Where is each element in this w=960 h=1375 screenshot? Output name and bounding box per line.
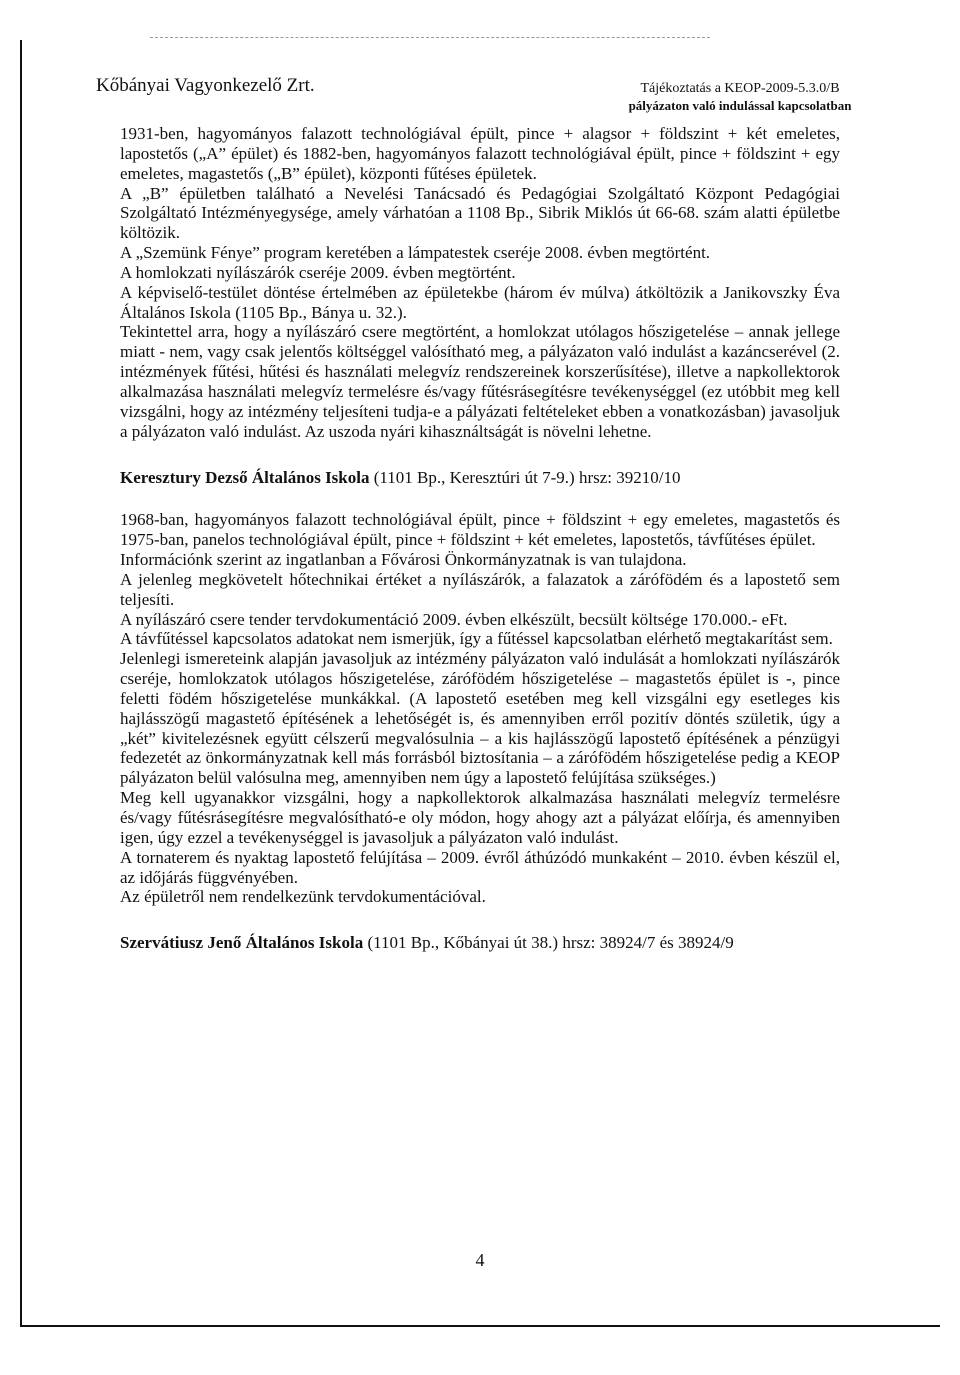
school-name: Keresztury Dezső Általános Iskola bbox=[120, 467, 370, 487]
paragraph: Információnk szerint az ingatlanban a Fővárosi Önkormányzatnak is van tulajdona. bbox=[120, 550, 687, 570]
paragraph: A nyílászáró csere tender tervdokumentáció 2009. évben elkészült, becsült költsége 170.000.- eFt. bbox=[120, 609, 788, 629]
paragraph: A „B” épületben található a Nevelési Tanácsadó és Pedagógiai Szolgáltató Központ Pedagógiai Szolgáltató Intézményegysége, amely várhatóan a 1108 Bp., Sibrik Miklós út 66-68. szám alatti épületbe költözik. bbox=[120, 183, 840, 243]
paragraph: Meg kell ugyanakkor vizsgálni, hogy a napkollektorok alkalmazása használati melegvíz termelésre és/vagy fűtésrásegítésre megvalósítható-e oly módon, hogy ahogy azt a pályázat előírja, és amennyiben igen, úgy ezzel a tevékenységgel is javasoljuk a pályázaton való indulást. bbox=[120, 788, 840, 847]
paragraph: A homlokzati nyílászárók cseréje 2009. évben megtörtént. bbox=[120, 262, 516, 282]
paragraph: A képviselő-testület döntése értelmében az épületekbe (három év múlva) átköltözik a Janikovszky Éva Általános Iskola (1105 Bp., Bánya u. 32.). bbox=[120, 282, 840, 322]
paragraph: 1968-ban, hagyományos falazott technológiával épült, pince + földszint + egy emeletes, magastetős és 1975-ban, panelos technológiával épült, pince + földszint + két emeletes, lapostetős, távfűtéses épület. bbox=[120, 510, 840, 550]
paragraph: A jelenleg megkövetelt hőtechnikai értéket a nyílászárók, a falazatok a zárófödém és a lapostető sem teljesíti. bbox=[120, 569, 840, 609]
paragraph: A távfűtéssel kapcsolatos adatokat nem ismerjük, így a fűtéssel kapcsolatban elérhető megtakarítást sem. bbox=[120, 629, 833, 649]
section-heading-keresztury bbox=[120, 468, 840, 488]
header-document-title bbox=[590, 80, 890, 114]
paragraph: A „Szemünk Fénye” program keretében a lámpatestek cseréje 2008. évben megtörtént. bbox=[120, 243, 711, 263]
paragraph: Jelenlegi ismereteink alapján javasoljuk az intézmény pályázaton való indulását a homlokzati nyílászárók cseréje, homlokzatok utólagos hőszigetelése, zárófödém hőszigetelése – magastetős épület is -, pince feletti födém hőszigetelése munkákkal. (A lapostető esetében meg kell vizsgálni egy esetleges kis hajlásszögű magastető építésének a lehetőségét is, és amennyiben erről pozitív döntés születik, úgy a „két” kivitelezésnek együtt célszerű megvalósulnia – a kis hajlásszögű lapostető építésének a pénzügyi fedezetét az önkormányzatnak kell más forrásból biztosítania – a zárófödém hőszigetelése pedig a KEOP pályázaton belül valósulna meg, amennyiben nem úgy a lapostető felújítása szükséges.) bbox=[120, 649, 840, 788]
section-heading-szervatiusz bbox=[120, 933, 840, 953]
paragraph: 1931-ben, hagyományos falazott technológiával épült, pince + alagsor + földszint + két emeletes, lapostetős („A” épület) és 1882-ben, hagyományos falazott technológiával épült, pince + földszint + egy emeletes, magastetős („B” épület), központi fűtéses épületek. bbox=[120, 124, 840, 183]
top-scan-line bbox=[150, 37, 710, 39]
bottom-margin-rule bbox=[20, 1325, 940, 1327]
header-company: Kőbányai Vagyonkezelő Zrt. bbox=[96, 75, 315, 96]
left-margin-rule bbox=[20, 40, 22, 1325]
header-title-line2: pályázaton való indulással kapcsolatban bbox=[628, 98, 852, 113]
school-address: (1101 Bp., Keresztúri út 7-9.) hrsz: 39210/10 bbox=[369, 467, 681, 487]
school-address: (1101 Bp., Kőbányai út 38.) hrsz: 38924/7 és 38924/9 bbox=[363, 933, 734, 953]
document-body bbox=[120, 124, 840, 953]
page-number: 4 bbox=[475, 1250, 485, 1270]
paragraph: Az épületről nem rendelkezünk tervdokumentációval. bbox=[120, 887, 486, 907]
paragraph: Tekintettel arra, hogy a nyílászáró csere megtörtént, a homlokzat utólagos hőszigetelése – annak jellege miatt - nem, vagy csak jelentős költséggel valósítható meg, a pályázaton való indulást a kazáncserével (2. intézmények fűtési, hűtési és használati melegvíz rendszereinek korszerűsítése), illetve a napkollektorok alkalmazása használati melegvíz termelésre és/vagy fűtésrásegítésre tevékenységgel (ez utóbbit meg kell vizsgálni, hogy az intézmény teljesíteni tudja-e a pályázati feltételeket ebben a vonatkozásban) javasoljuk a pályázaton való indulást. Az uszoda nyári kihasználtságát is növelni lehetne. bbox=[120, 322, 840, 441]
school-name: Szervátiusz Jenő Általános Iskola bbox=[120, 933, 364, 953]
header-title-line1: Tájékoztatás a KEOP-2009-5.3.0/B bbox=[640, 81, 840, 96]
paragraph: A tornaterem és nyaktag lapostető felújítása – 2009. évről áthúzódó munkaként – 2010. évben készül el, az időjárás függvényében. bbox=[120, 847, 840, 887]
